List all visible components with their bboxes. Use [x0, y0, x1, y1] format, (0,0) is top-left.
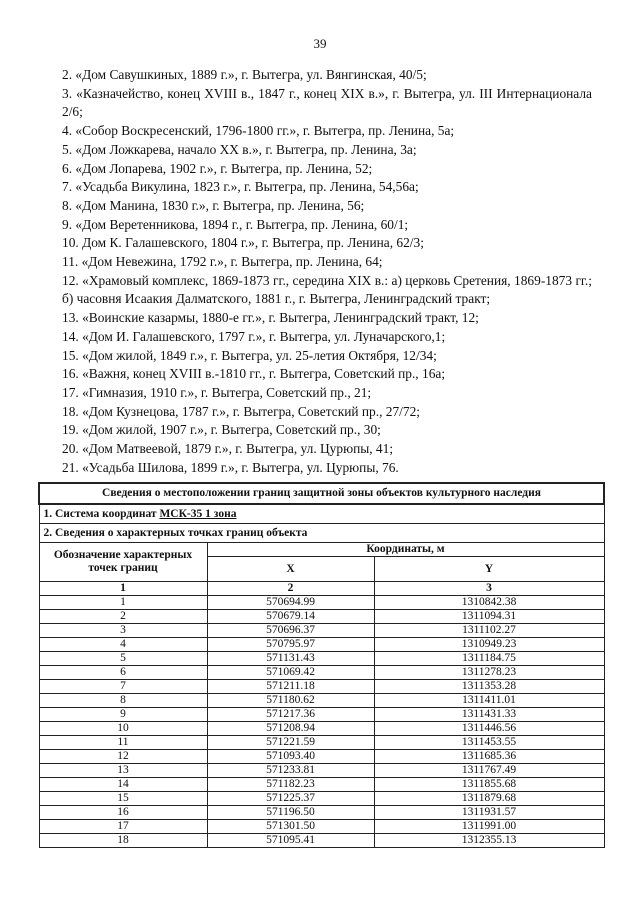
header-coordinates: Координаты, м — [207, 543, 604, 557]
header-designation: Обозначение характерных точек границ — [39, 543, 207, 582]
table-row — [39, 666, 604, 680]
page-number: 39 — [313, 36, 327, 51]
index-col-2: 2 — [207, 582, 374, 596]
list-item: 6. «Дом Лопарева, 1902 г.», г. Вытегра, пр. Ленина, 52; — [62, 160, 373, 176]
heritage-objects-list — [62, 66, 592, 477]
cell-point: 9 — [39, 708, 207, 722]
table-row — [39, 778, 604, 792]
cell-x: 571196.50 — [207, 806, 374, 820]
cell-y: 1311991.00 — [374, 820, 604, 834]
list-item: 11. «Дом Невежина, 1792 г.», г. Вытегра, пр. Ленина, 64; — [62, 254, 383, 270]
cell-point: 17 — [39, 820, 207, 834]
cell-y: 1311767.49 — [374, 764, 604, 778]
cell-point: 16 — [39, 806, 207, 820]
cell-point: 3 — [39, 624, 207, 638]
cell-point: 11 — [39, 736, 207, 750]
list-item: 9. «Дом Веретенникова, 1894 г., г. Вытегра, пр. Ленина, 60/1; — [62, 216, 409, 232]
cell-x: 571095.41 — [207, 834, 374, 848]
table-row — [39, 638, 604, 652]
cell-point: 2 — [39, 610, 207, 624]
table-title: Сведения о местоположении границ защитной зоны объектов культурного наследия — [39, 483, 604, 504]
table-row — [39, 708, 604, 722]
cell-x: 570694.99 — [207, 596, 374, 610]
table-row — [39, 722, 604, 736]
header-x: X — [207, 557, 374, 582]
cell-point: 4 — [39, 638, 207, 652]
table-row — [39, 624, 604, 638]
table-row — [39, 820, 604, 834]
cell-point: 12 — [39, 750, 207, 764]
list-item: 10. Дом К. Галашевского, 1804 г.», г. Вытегра, пр. Ленина, 62/3; — [62, 235, 424, 251]
cell-x: 571301.50 — [207, 820, 374, 834]
cell-y: 1310842.38 — [374, 596, 604, 610]
cell-y: 1311453.55 — [374, 736, 604, 750]
table-row — [39, 750, 604, 764]
cell-y: 1311094.31 — [374, 610, 604, 624]
cell-x: 571182.23 — [207, 778, 374, 792]
cell-x: 571069.42 — [207, 666, 374, 680]
cell-y: 1311879.68 — [374, 792, 604, 806]
table-row — [39, 764, 604, 778]
cell-y: 1310949.23 — [374, 638, 604, 652]
coordinate-system-row — [39, 504, 604, 524]
cell-x: 570696.37 — [207, 624, 374, 638]
coordinate-system-label: 1. Система координат — [43, 507, 160, 520]
index-col-1: 1 — [39, 582, 207, 596]
cell-y: 1311431.33 — [374, 708, 604, 722]
cell-point: 1 — [39, 596, 207, 610]
list-item: 13. «Воинские казармы, 1880-е гг.», г. Вытегра, Ленинградский тракт, 12; — [62, 310, 479, 326]
list-item: 8. «Дом Манина, 1830 г.», г. Вытегра, пр. Ленина, 56; — [62, 197, 365, 213]
cell-x: 571208.94 — [207, 722, 374, 736]
table-row — [39, 680, 604, 694]
table-row — [39, 736, 604, 750]
list-item: 12. «Храмовый комплекс, 1869-1873 гг., середина XIX в.: а) церковь Сретения, 1869-1873 гг.; б) часовня Исаакия Далматского, 1881 г., г. Вытегра, Ленинградский тракт; — [62, 272, 592, 307]
cell-point: 6 — [39, 666, 207, 680]
cell-point: 5 — [39, 652, 207, 666]
list-item: 17. «Гимназия, 1910 г.», г. Вытегра, Советский пр., 21; — [62, 384, 372, 400]
cell-y: 1311278.23 — [374, 666, 604, 680]
cell-x: 571180.62 — [207, 694, 374, 708]
cell-y: 1311184.75 — [374, 652, 604, 666]
cell-point: 18 — [39, 834, 207, 848]
table-row — [39, 792, 604, 806]
cell-y: 1311855.68 — [374, 778, 604, 792]
boundary-coordinates-table — [38, 482, 605, 848]
cell-point: 10 — [39, 722, 207, 736]
table-row — [39, 596, 604, 610]
list-item: 7. «Усадьба Викулина, 1823 г.», г. Вытегра, пр. Ленина, 54,56а; — [62, 179, 419, 195]
cell-point: 8 — [39, 694, 207, 708]
cell-point: 13 — [39, 764, 207, 778]
cell-x: 570795.97 — [207, 638, 374, 652]
index-col-3: 3 — [374, 582, 604, 596]
table-row — [39, 610, 604, 624]
table-row — [39, 834, 604, 848]
list-item: 5. «Дом Ложкарева, начало XX в.», г. Вытегра, пр. Ленина, 3а; — [62, 141, 417, 157]
list-item: 16. «Важня, конец XVIII в.-1810 гг., г. Вытегра, Советский пр., 16а; — [62, 366, 446, 382]
table-row — [39, 806, 604, 820]
cell-x: 570679.14 — [207, 610, 374, 624]
table-row — [39, 694, 604, 708]
cell-x: 571131.43 — [207, 652, 374, 666]
cell-y: 1311353.28 — [374, 680, 604, 694]
points-section-title: 2. Сведения о характерных точках границ объекта — [39, 524, 604, 543]
cell-y: 1311102.27 — [374, 624, 604, 638]
cell-x: 571225.37 — [207, 792, 374, 806]
list-item: 18. «Дом Кузнецова, 1787 г.», г. Вытегра, Советский пр., 27/72; — [62, 403, 421, 419]
cell-y: 1311931.57 — [374, 806, 604, 820]
cell-y: 1312355.13 — [374, 834, 604, 848]
cell-point: 7 — [39, 680, 207, 694]
cell-y: 1311411.01 — [374, 694, 604, 708]
cell-x: 571233.81 — [207, 764, 374, 778]
list-item: 4. «Собор Воскресенский, 1796-1800 гг.», г. Вытегра, пр. Ленина, 5а; — [62, 123, 455, 139]
list-item: 19. «Дом жилой, 1907 г.», г. Вытегра, Советский пр., 30; — [62, 422, 381, 438]
list-item: 21. «Усадьба Шилова, 1899 г.», г. Вытегра, ул. Цурюпы, 76. — [62, 459, 399, 475]
cell-point: 15 — [39, 792, 207, 806]
list-item: 20. «Дом Матвеевой, 1879 г.», г. Вытегра, ул. Цурюпы, 41; — [62, 441, 394, 457]
cell-x: 571221.59 — [207, 736, 374, 750]
cell-y: 1311685.36 — [374, 750, 604, 764]
cell-point: 14 — [39, 778, 207, 792]
coordinate-system-value: МСК-35 1 зона — [159, 507, 237, 520]
cell-x: 571217.36 — [207, 708, 374, 722]
list-item: 15. «Дом жилой, 1849 г.», г. Вытегра, ул. 25-летия Октября, 12/34; — [62, 347, 437, 363]
list-item: 14. «Дом И. Галашевского, 1797 г.», г. Вытегра, ул. Луначарского,1; — [62, 328, 446, 344]
cell-x: 571211.18 — [207, 680, 374, 694]
list-item: 2. «Дом Савушкиных, 1889 г.», г. Вытегра, ул. Вянгинская, 40/5; — [62, 67, 427, 82]
cell-y: 1311446.56 — [374, 722, 604, 736]
cell-x: 571093.40 — [207, 750, 374, 764]
table-row — [39, 652, 604, 666]
header-y: Y — [374, 557, 604, 582]
list-item: 3. «Казначейство, конец XVIII в., 1847 г., конец XIX в.», г. Вытегра, ул. III Интернационала 2/6; — [62, 85, 592, 120]
